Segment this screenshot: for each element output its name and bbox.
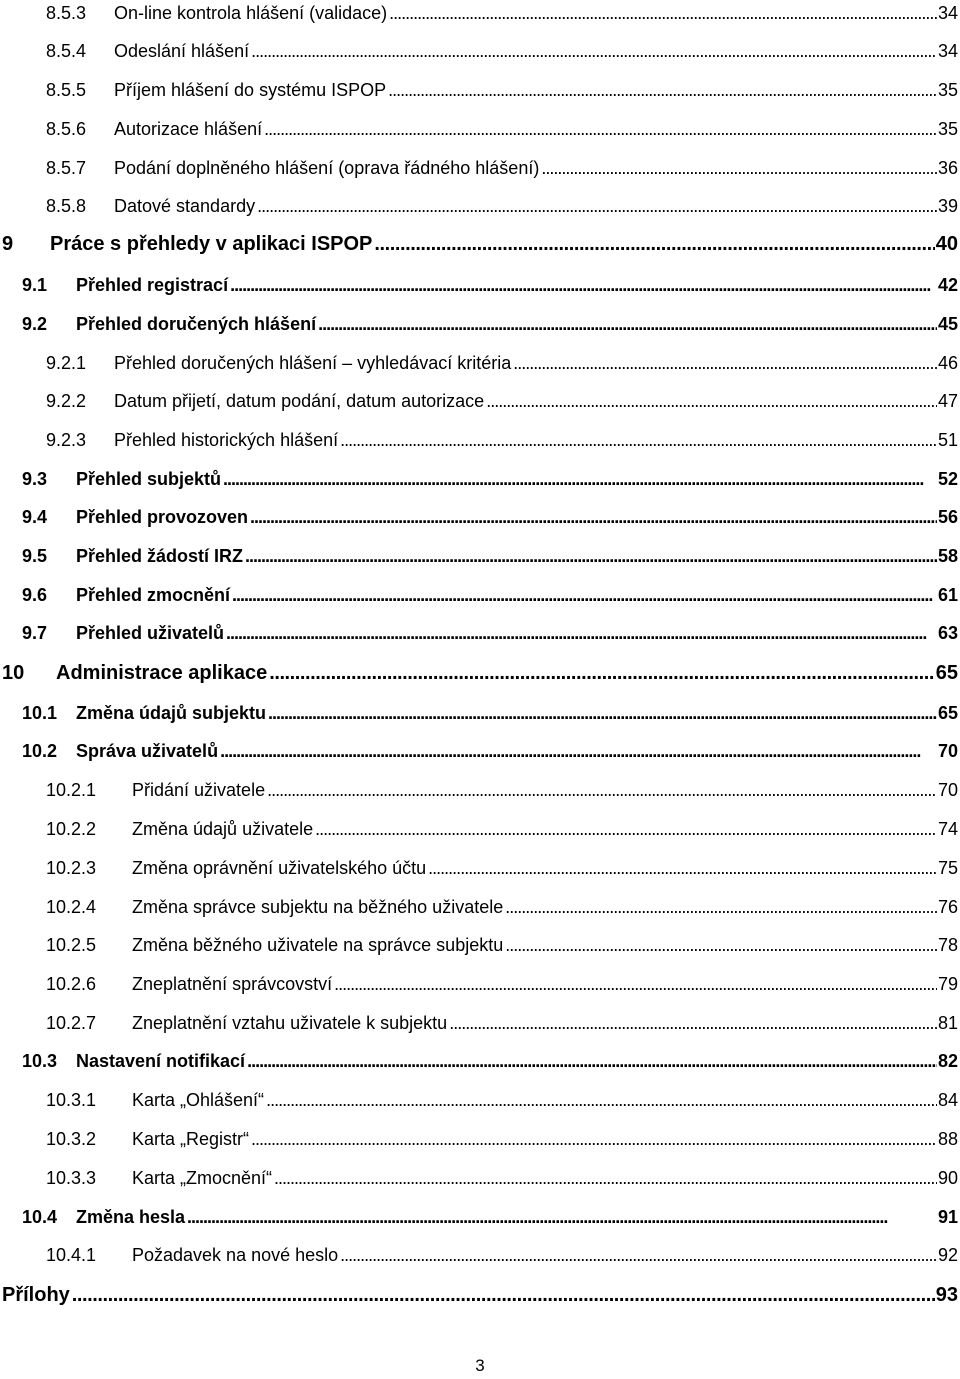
toc-entry-number: 10.2.1 bbox=[46, 780, 97, 800]
toc-entry-number: 10.2.5 bbox=[46, 935, 97, 955]
page-number: 3 bbox=[475, 1356, 485, 1375]
dot-leader bbox=[232, 582, 937, 608]
toc-entry[interactable] bbox=[46, 116, 958, 146]
toc-entry[interactable] bbox=[2, 660, 958, 690]
toc-entry-number: 9.1 bbox=[22, 275, 48, 295]
toc-entry[interactable] bbox=[46, 971, 958, 1001]
toc-entry-number: 10.3.1 bbox=[46, 1090, 97, 1110]
toc-entry[interactable] bbox=[46, 932, 958, 962]
toc-entry-title: Práce s přehledy v aplikaci ISPOP bbox=[50, 233, 373, 255]
toc-entry-title: Přehled žádostí IRZ bbox=[76, 546, 244, 566]
toc-entry-title: Zneplatnění vztahu uživatele k subjektu bbox=[132, 1013, 448, 1033]
toc-entry-page: 93 bbox=[935, 1284, 958, 1306]
dot-leader bbox=[72, 1282, 935, 1308]
toc-entry-number: 10.2.7 bbox=[46, 1013, 97, 1033]
dot-leader bbox=[267, 777, 937, 803]
toc-entry-number: 10.4 bbox=[22, 1207, 58, 1227]
toc-entry-page: 61 bbox=[937, 585, 958, 605]
toc-entry-page: 35 bbox=[937, 80, 958, 100]
dot-leader bbox=[340, 427, 937, 453]
dot-leader bbox=[226, 620, 937, 646]
toc-entry-number: 9.3 bbox=[22, 469, 48, 489]
toc-entry-page: 78 bbox=[937, 935, 958, 955]
toc-entry-number: 10.2 bbox=[22, 741, 58, 761]
toc-entry-title: Změna správce subjektu na běžného uživatele bbox=[132, 897, 504, 917]
toc-entry-page: 47 bbox=[937, 391, 958, 411]
toc-entry-title: Přehled registrací bbox=[76, 275, 229, 295]
toc-entry[interactable] bbox=[46, 855, 958, 885]
dot-leader bbox=[389, 0, 937, 26]
toc-entry-title: Datové standardy bbox=[114, 196, 256, 216]
toc-entry-number: 10 bbox=[2, 662, 25, 684]
toc-entry-title: Správa uživatelů bbox=[76, 741, 219, 761]
toc-entry-title: Přehled doručených hlášení – vyhledávací kritéria bbox=[114, 353, 512, 373]
toc-entry-number: 8.5.3 bbox=[46, 3, 87, 23]
toc-entry-title: Příjem hlášení do systému ISPOP bbox=[114, 80, 387, 100]
toc-entry-page: 39 bbox=[937, 196, 958, 216]
toc-entry[interactable] bbox=[22, 504, 958, 534]
toc-entry-number: 9 bbox=[2, 233, 14, 255]
toc-entry-page: 65 bbox=[935, 662, 958, 684]
toc-entry[interactable] bbox=[46, 38, 958, 68]
dot-leader bbox=[505, 932, 937, 958]
toc-entry-page: 51 bbox=[937, 430, 958, 450]
dot-leader bbox=[315, 816, 937, 842]
toc-entry-page: 74 bbox=[937, 819, 958, 839]
dot-leader bbox=[251, 1126, 937, 1152]
toc-entry-number: 10.1 bbox=[22, 703, 58, 723]
dot-leader bbox=[266, 1087, 937, 1113]
toc-entry-title: On-line kontrola hlášení (validace) bbox=[114, 3, 388, 23]
toc-entry-number: 10.2.6 bbox=[46, 974, 97, 994]
toc-entry[interactable] bbox=[22, 311, 958, 341]
toc-entry-page: 70 bbox=[937, 741, 958, 761]
toc-entry[interactable] bbox=[46, 1126, 958, 1156]
toc-entry-page: 52 bbox=[937, 469, 958, 489]
toc-entry-number: 9.2.3 bbox=[46, 430, 87, 450]
toc-entry-number: 9.2.2 bbox=[46, 391, 87, 411]
toc-entry[interactable] bbox=[22, 620, 958, 650]
toc-entry-page: 63 bbox=[937, 623, 958, 643]
dot-leader bbox=[486, 388, 937, 414]
toc-entry-title: Změna údajů subjektu bbox=[76, 703, 267, 723]
dot-leader bbox=[250, 504, 937, 530]
toc-entry-page: 40 bbox=[935, 233, 958, 255]
toc-entry[interactable] bbox=[22, 738, 958, 768]
dot-leader bbox=[247, 1048, 937, 1074]
toc-entry-number: 8.5.4 bbox=[46, 41, 87, 61]
toc-entry-title: Podání doplněného hlášení (oprava řádného hlášení) bbox=[114, 158, 540, 178]
toc-entry-number: 10.4.1 bbox=[46, 1245, 97, 1265]
dot-leader bbox=[251, 38, 937, 64]
toc-entry-number: 8.5.6 bbox=[46, 119, 87, 139]
toc-entry-page: 91 bbox=[937, 1207, 958, 1227]
toc-entry-number: 9.2.1 bbox=[46, 353, 87, 373]
toc-entry-title: Autorizace hlášení bbox=[114, 119, 263, 139]
dot-leader bbox=[269, 660, 935, 686]
dot-leader bbox=[374, 231, 934, 257]
toc-entry-title: Přehled uživatelů bbox=[76, 623, 225, 643]
dot-leader bbox=[268, 700, 937, 726]
dot-leader bbox=[513, 350, 937, 376]
toc-entry-page: 65 bbox=[937, 703, 958, 723]
toc-entry[interactable] bbox=[46, 193, 958, 223]
toc-entry-page: 82 bbox=[937, 1051, 958, 1071]
toc-entry-number: 9.5 bbox=[22, 546, 48, 566]
toc-entry[interactable] bbox=[46, 1165, 958, 1195]
toc-entry[interactable] bbox=[46, 0, 958, 30]
toc-entry-title: Karta „Zmocnění“ bbox=[132, 1168, 273, 1188]
toc-entry[interactable] bbox=[22, 272, 958, 302]
toc-entry-number: 9.4 bbox=[22, 507, 48, 527]
toc-entry-title: Zneplatnění správcovství bbox=[132, 974, 333, 994]
toc-entry-title: Přehled historických hlášení bbox=[114, 430, 339, 450]
toc-entry-title: Nastavení notifikací bbox=[76, 1051, 246, 1071]
dot-leader bbox=[257, 193, 937, 219]
toc-entry-page: 90 bbox=[937, 1168, 958, 1188]
toc-entry-title: Přehled provozoven bbox=[76, 507, 249, 527]
toc-entry-title: Administrace aplikace bbox=[56, 662, 268, 684]
toc-entry[interactable] bbox=[22, 582, 958, 612]
dot-leader bbox=[245, 543, 937, 569]
dot-leader bbox=[274, 1165, 937, 1191]
toc-entry[interactable] bbox=[46, 894, 958, 924]
toc-entry-number: 10.3.3 bbox=[46, 1168, 97, 1188]
toc-entry-number: 10.3 bbox=[22, 1051, 58, 1071]
dot-leader bbox=[230, 272, 937, 298]
toc-entry-page: 35 bbox=[937, 119, 958, 139]
toc-entry-page: 84 bbox=[937, 1090, 958, 1110]
toc-entry-number: 10.3.2 bbox=[46, 1129, 97, 1149]
dot-leader bbox=[223, 466, 937, 492]
toc-entry-page: 75 bbox=[937, 858, 958, 878]
toc-entry[interactable] bbox=[46, 816, 958, 846]
dot-leader bbox=[428, 855, 937, 881]
toc-entry-title: Přílohy bbox=[2, 1284, 70, 1306]
toc-entry-title: Změna údajů uživatele bbox=[132, 819, 314, 839]
toc-entry[interactable] bbox=[46, 155, 958, 185]
toc-entry-page: 34 bbox=[937, 41, 958, 61]
toc-entry-title: Datum přijetí, datum podání, datum autorizace bbox=[114, 391, 485, 411]
dot-leader bbox=[334, 971, 937, 997]
toc-entry[interactable] bbox=[46, 777, 958, 807]
toc-entry[interactable] bbox=[46, 1242, 958, 1272]
toc-entry-page: 92 bbox=[937, 1245, 958, 1265]
toc-entry-page: 42 bbox=[937, 275, 958, 295]
toc-entry-number: 8.5.5 bbox=[46, 80, 87, 100]
dot-leader bbox=[541, 155, 937, 181]
toc-entry-number: 9.7 bbox=[22, 623, 48, 643]
toc-entry-page: 70 bbox=[937, 780, 958, 800]
toc-entry-page: 34 bbox=[937, 3, 958, 23]
toc-entry-title: Karta „Ohlášení“ bbox=[132, 1090, 265, 1110]
dot-leader bbox=[264, 116, 937, 142]
toc-entry-title: Změna oprávnění uživatelského účtu bbox=[132, 858, 427, 878]
toc-entry-title: Změna hesla bbox=[76, 1207, 186, 1227]
toc-entry[interactable] bbox=[22, 1048, 958, 1078]
toc-entry-title: Karta „Registr“ bbox=[132, 1129, 250, 1149]
toc-entry-title: Změna běžného uživatele na správce subjektu bbox=[132, 935, 504, 955]
toc-entry-title: Přidání uživatele bbox=[132, 780, 266, 800]
toc-entry-page: 88 bbox=[937, 1129, 958, 1149]
toc-entry[interactable] bbox=[46, 388, 958, 418]
toc-entry-number: 8.5.8 bbox=[46, 196, 87, 216]
toc-entry-number: 9.2 bbox=[22, 314, 48, 334]
toc-entry-page: 58 bbox=[937, 546, 958, 566]
toc-entry[interactable] bbox=[2, 231, 958, 261]
toc-entry-number: 9.6 bbox=[22, 585, 48, 605]
toc-entry-page: 46 bbox=[937, 353, 958, 373]
toc-entry-title: Přehled doručených hlášení bbox=[76, 314, 317, 334]
toc-entry-number: 10.2.2 bbox=[46, 819, 97, 839]
toc-entry-page: 56 bbox=[937, 507, 958, 527]
dot-leader bbox=[340, 1242, 937, 1268]
dot-leader bbox=[187, 1204, 937, 1230]
dot-leader bbox=[505, 894, 937, 920]
toc-entry-number: 8.5.7 bbox=[46, 158, 87, 178]
dot-leader bbox=[318, 311, 937, 337]
toc-entry-number: 10.2.4 bbox=[46, 897, 97, 917]
toc-entry[interactable] bbox=[2, 1282, 958, 1312]
toc-entry-page: 36 bbox=[937, 158, 958, 178]
toc-entry[interactable] bbox=[46, 427, 958, 457]
toc-entry-title: Požadavek na nové heslo bbox=[132, 1245, 339, 1265]
toc-entry[interactable] bbox=[46, 1010, 958, 1040]
toc-entry-title: Přehled subjektů bbox=[76, 469, 222, 489]
toc-entry[interactable] bbox=[22, 1204, 958, 1234]
toc-entry[interactable] bbox=[46, 350, 958, 380]
toc-entry-title: Odeslání hlášení bbox=[114, 41, 250, 61]
toc-entry[interactable] bbox=[46, 77, 958, 107]
toc-entry-page: 81 bbox=[937, 1013, 958, 1033]
dot-leader bbox=[449, 1010, 937, 1036]
toc-entry-title: Přehled zmocnění bbox=[76, 585, 231, 605]
dot-leader bbox=[220, 738, 937, 764]
toc-entry[interactable] bbox=[22, 543, 958, 573]
toc-entry[interactable] bbox=[22, 466, 958, 496]
toc-entry-page: 45 bbox=[937, 314, 958, 334]
toc-entry[interactable] bbox=[22, 700, 958, 730]
toc-entry-page: 79 bbox=[937, 974, 958, 994]
toc-entry-number: 10.2.3 bbox=[46, 858, 97, 878]
toc-entry[interactable] bbox=[46, 1087, 958, 1117]
dot-leader bbox=[388, 77, 937, 103]
toc-entry-page: 76 bbox=[937, 897, 958, 917]
